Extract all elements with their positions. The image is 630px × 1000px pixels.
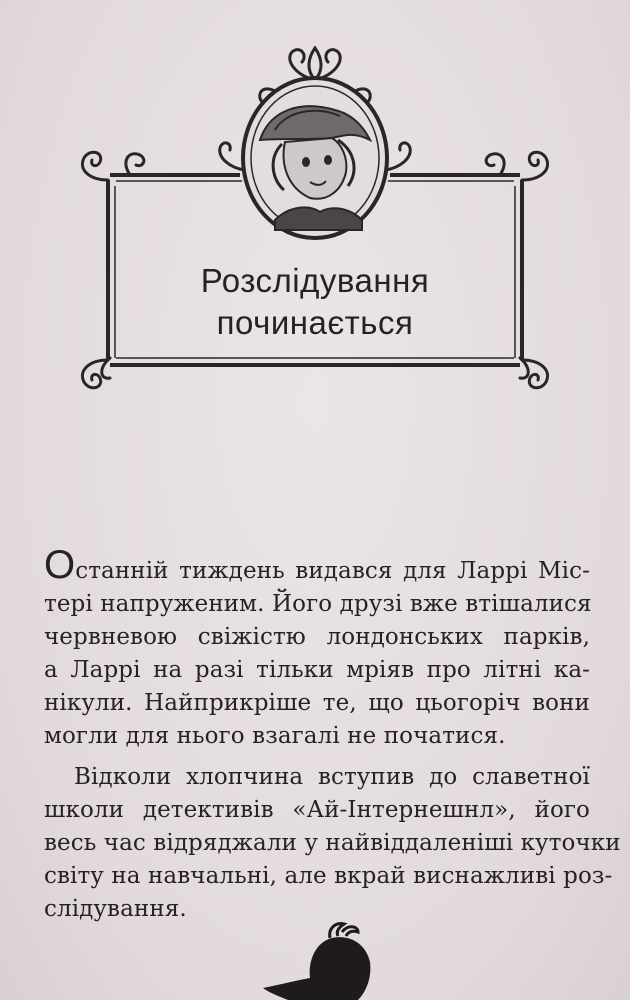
text-line: Відколи хлопчина вступив до славетної <box>74 764 590 790</box>
page-number: 7 <box>296 955 308 974</box>
text-line: весь час відряджали у найвіддаленіші куточки <box>44 830 621 856</box>
detective-hat-icon <box>258 920 398 1000</box>
text-line: тері напруженим. Його друзі вже втішалися <box>44 591 592 617</box>
text-line: Останній тиждень видався для Ларрі Міс- <box>44 543 590 587</box>
text-line: світу на навчальні, але вкрай виснажливі роз- <box>44 863 613 889</box>
chapter-title-line1: Розслідування <box>200 262 430 299</box>
text-line: школи детективів «Ай-Інтернешнл», його <box>44 797 590 823</box>
paragraph-1 <box>44 543 592 753</box>
text-line: а Ларрі на разі тільки мріяв про літні ка- <box>44 657 590 683</box>
text-line: червневою свіжістю лондонських парків, <box>44 624 590 650</box>
text-line: могли для нього взагалі не початися. <box>44 723 506 749</box>
text-line: слідування. <box>44 896 187 922</box>
chapter-title-line2: починається <box>216 304 414 341</box>
drop-cap: О <box>44 543 76 587</box>
paragraph-2 <box>44 761 621 926</box>
chapter-body <box>44 543 621 926</box>
chapter-frame-illustration <box>70 40 560 400</box>
text-line: нікули. Найприкріше те, що цьогоріч вони <box>44 690 590 716</box>
